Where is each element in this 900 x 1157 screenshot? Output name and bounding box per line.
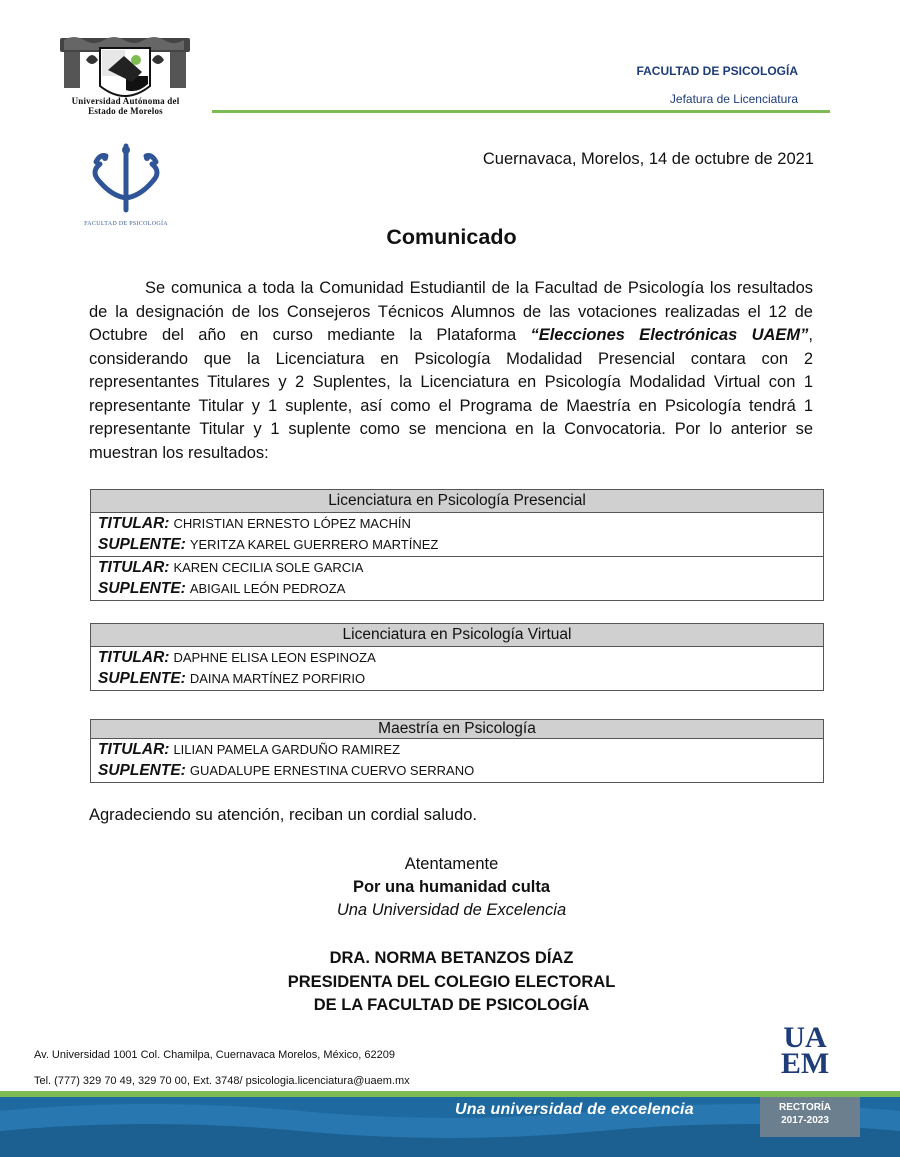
table-row — [98, 558, 816, 579]
candidate-name: DAPHNE ELISA LEON ESPINOZA — [173, 650, 376, 665]
office-title: Jefatura de Licenciatura — [669, 92, 798, 106]
university-name-line2: Estado de Morelos — [88, 106, 163, 116]
psychology-logo-caption: FACULTAD DE PSICOLOGÍA — [84, 221, 168, 227]
header-divider — [212, 110, 830, 113]
candidate-name: YERITZA KAREL GUERRERO MARTÍNEZ — [189, 536, 439, 552]
table-row — [98, 579, 816, 600]
faculty-title: FACULTAD DE PSICOLOGÍA — [636, 64, 798, 78]
signatory-role-line2: DE LA FACULTAD DE PSICOLOGÍA — [313, 996, 590, 1014]
candidate-group — [91, 739, 823, 782]
results-table-presencial — [90, 489, 824, 601]
signatory-role-line1: PRESIDENTA DEL COLEGIO ELECTORAL — [287, 973, 616, 991]
signature-motto: Por una humanidad culta — [352, 878, 551, 896]
table-row — [98, 648, 816, 669]
footer-contact: Tel. (777) 329 70 49, 329 70 00, Ext. 3748/ psicologia.licenciatura@uaem.mx — [34, 1075, 410, 1087]
university-name-line1: Universidad Autónoma del — [71, 96, 180, 106]
psychology-faculty-logo — [86, 142, 166, 216]
candidate-name: DAINA MARTÍNEZ PORFIRIO — [189, 670, 366, 686]
table-row — [98, 669, 816, 690]
candidate-name: ABIGAIL LEÓN PEDROZA — [189, 580, 346, 596]
announcement-body — [89, 277, 813, 465]
table-title: Licenciatura en Psicología Virtual — [91, 624, 823, 647]
candidate-group — [91, 647, 823, 690]
rectoria-badge — [760, 1097, 850, 1141]
university-name — [48, 96, 203, 116]
rectoria-period: 2017-2023 — [781, 1115, 829, 1126]
candidate-group — [91, 513, 823, 556]
uaem-wordmark-logo — [770, 1021, 840, 1085]
role-label: SUPLENTE: — [98, 535, 186, 553]
role-label: SUPLENTE: — [98, 761, 186, 779]
footer-slogan: Una universidad de excelencia — [455, 1101, 694, 1118]
candidate-name: LILIAN PAMELA GARDUÑO RAMIREZ — [173, 742, 401, 757]
table-row — [98, 761, 816, 782]
role-label: TITULAR: — [98, 515, 170, 532]
logo-text-bottom: EM — [780, 1047, 830, 1080]
results-table-virtual — [90, 623, 824, 691]
candidate-group — [91, 556, 823, 600]
logo-text-top: UA — [783, 1021, 827, 1054]
role-label: TITULAR: — [98, 741, 170, 758]
results-table-maestria — [90, 719, 824, 783]
body-text-part1: Se comunica a toda la Comunidad Estudiantil de la Facultad de Psicología los resultados de la designación de los Consejeros Técnicos Alumnos de las votaciones realizadas el 12 de Octubre del año en curso mediante la Plataforma — [89, 279, 813, 344]
signature-greeting: Atentamente — [404, 855, 499, 873]
candidate-name: CHRISTIAN ERNESTO LÓPEZ MACHÍN — [173, 516, 411, 531]
table-title: Maestría en Psicología — [91, 720, 823, 739]
role-label: TITULAR: — [98, 649, 170, 666]
body-text-part2: , considerando que la Licenciatura en Psicología Modalidad Presencial contara con 2 representantes Titulares y 2 Suplentes, la Licenciatura en Psicología Modalidad Virtual con 1 representante Titular y 1 suplente, así como el Programa de Maestría en Psicología tendrá 1 representante Titular y 1 suplente como se menciona en la Convocatoria. Por lo anterior se muestran los resultados: — [89, 326, 813, 462]
signature-tagline: Una Universidad de Excelencia — [336, 901, 567, 919]
candidate-name: GUADALUPE ERNESTINA CUERVO SERRANO — [189, 762, 475, 778]
footer-address: Av. Universidad 1001 Col. Chamilpa, Cuernavaca Morelos, México, 62209 — [34, 1049, 395, 1061]
table-row — [98, 535, 816, 556]
candidate-name: KAREN CECILIA SOLE GARCIA — [173, 560, 364, 575]
role-label: SUPLENTE: — [98, 669, 186, 687]
table-title: Licenciatura en Psicología Presencial — [91, 490, 823, 513]
signatory-name: DRA. NORMA BETANZOS DÍAZ — [329, 949, 574, 967]
table-row — [98, 514, 816, 535]
table-row — [98, 740, 816, 761]
role-label: TITULAR: — [98, 559, 170, 576]
rectoria-label: RECTORÍA — [778, 1102, 832, 1113]
platform-name: “Elecciones Electrónicas UAEM” — [530, 326, 809, 344]
document-date: Cuernavaca, Morelos, 14 de octubre de 2021 — [482, 150, 814, 168]
closing-line: Agradeciendo su atención, reciban un cordial saludo. — [89, 806, 478, 824]
document-heading: Comunicado — [386, 225, 517, 249]
role-label: SUPLENTE: — [98, 579, 186, 597]
